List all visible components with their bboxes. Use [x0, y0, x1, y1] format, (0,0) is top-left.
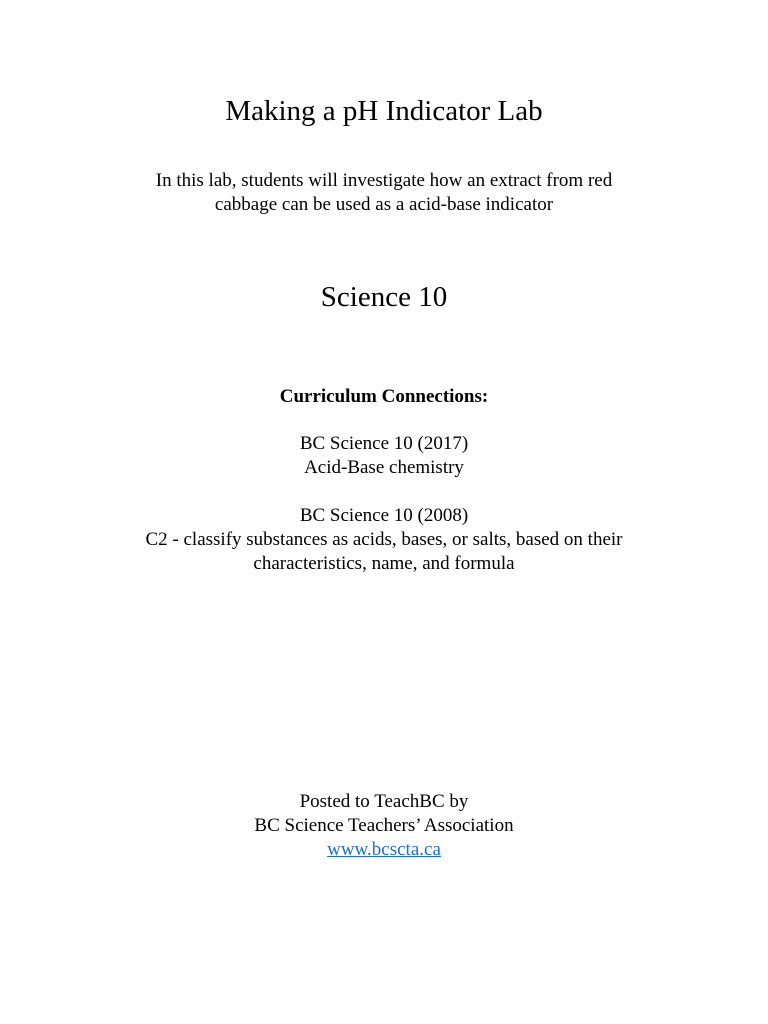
website-link-row: [0, 838, 768, 862]
curriculum-heading: Curriculum Connections:: [279, 386, 489, 407]
intro-line-1: In this lab, students will investigate how an extract from red: [155, 170, 613, 191]
association-name: BC Science Teachers’ Association: [254, 815, 514, 836]
posted-by-text: Posted to TeachBC by: [299, 791, 469, 812]
curriculum-2008-title: BC Science 10 (2008): [299, 505, 469, 526]
website-link[interactable]: www.bcscta.ca: [327, 839, 441, 860]
curriculum-2008-line-1: C2 - classify substances as acids, bases, or salts, based on their: [145, 529, 623, 550]
intro-line-2: cabbage can be used as a acid-base indicator: [214, 194, 554, 215]
curriculum-2017-title: BC Science 10 (2017): [299, 433, 469, 454]
curriculum-2008-line-2: characteristics, name, and formula: [253, 553, 515, 574]
document-title: Making a pH Indicator Lab: [225, 95, 543, 127]
curriculum-2017-topic: Acid-Base chemistry: [304, 457, 464, 478]
course-title: Science 10: [320, 281, 448, 313]
